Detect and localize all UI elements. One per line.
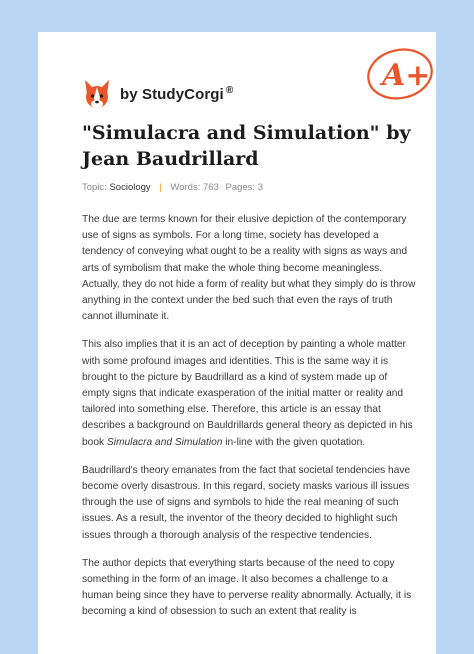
paragraph-4: The author depicts that everything starts because of the need to copy something in the form of an image. It also becomes a challenge to a human being since they have to perverse reality abnormally. Actually, it is becoming a kind of obsession to such an extent that reality is (82, 557, 412, 618)
brand-name (120, 85, 233, 103)
document-meta (82, 182, 263, 193)
meta-separator: | (159, 182, 162, 193)
brand-logo[interactable] (82, 78, 233, 110)
pages-count: 3 (257, 182, 263, 193)
document-body (82, 212, 416, 633)
pages-label: Pages: (225, 182, 256, 193)
topic-label: Topic: (82, 182, 107, 193)
grade-a-plus-icon (364, 44, 436, 102)
paragraph-3: Baudrillard's theory emanates from the fact that societal tendencies have become overly disastrous. In this regard, society masks various ill issues through the use of signs and symbols to hide the real meaning of such issues. As a result, the inventor of the theory decided to highlight such issues through a thorough analysis of the respective tendencies. (82, 464, 411, 541)
paragraph-2 (82, 337, 416, 450)
paragraph-1: The due are terms known for their elusive depiction of the contemporary use of signs as symbols. For a long time, society has developed a tendency of conveying what ought to be a reality with signs as ways and arts of symbolism that make the whole thing become meaningless. Actually, they do not hide a form of reality but what they simply do is throw anything in the context under the bed such that even the rays of truth cannot illuminate it. (82, 214, 416, 323)
words-label: Words: (170, 182, 201, 193)
topic-link[interactable]: Sociology (109, 182, 151, 193)
corgi-logo-icon (82, 78, 112, 110)
document-title: "Simulacra and Simulation" by Jean Baudrillard (82, 122, 411, 170)
registered-mark: ® (225, 85, 234, 96)
brand-name-text: by StudyCorgi (120, 86, 224, 103)
grade-text: A+ (382, 58, 431, 93)
paragraph-2-text-b: in-line with the given quotation. (222, 436, 366, 448)
paragraph-2-text-a: This also implies that it is an act of deception by painting a whole matter with some profound images and identities. This is the same way it is brought to the picture by Baudrillard as a kind of system made up of empty signs that indicate exasperation of the initial matter or reality and tailored into something else. Therefore, this article is an essay that describes a background on Bauldrillards general theory as depicted in his book (82, 339, 413, 448)
words-count: 763 (202, 182, 219, 193)
book-title: Simulacra and Simulation (106, 436, 223, 448)
